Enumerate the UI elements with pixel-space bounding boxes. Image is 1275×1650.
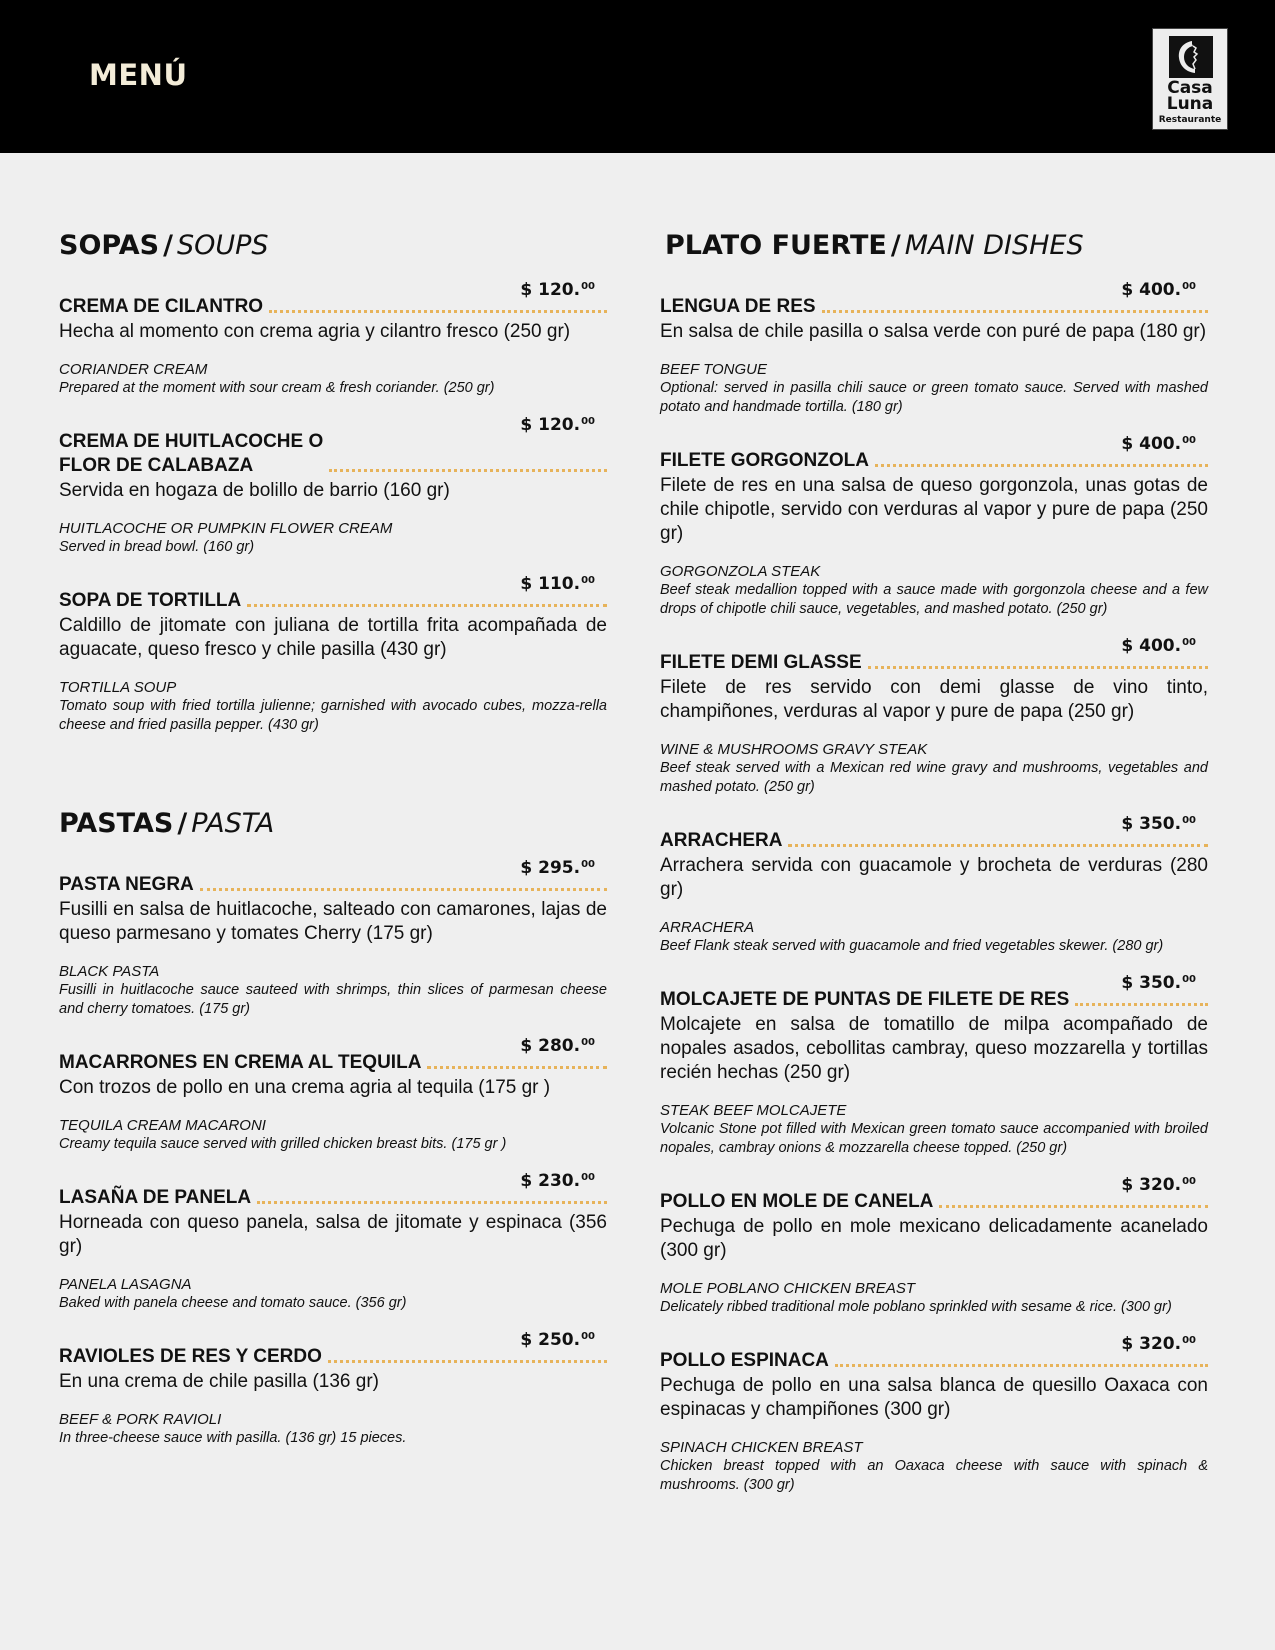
item-price-amount: $ 280. — [520, 1036, 581, 1056]
section-title-es: SOPAS — [59, 230, 160, 261]
section-title — [59, 229, 607, 263]
item-price — [59, 571, 607, 594]
section-title — [660, 229, 1208, 263]
menu-section — [59, 807, 607, 1448]
menu-item — [59, 855, 607, 1019]
item-description-en: Volcanic Stone pot filled with Mexican green tomato sauce accompanied with broiled nopales, cambray onions & mozzarella cheese topped. (250 gr) — [660, 1121, 1208, 1156]
item-price-cents: 00 — [1182, 1176, 1196, 1187]
menu-item — [59, 277, 607, 398]
menu-item — [660, 811, 1208, 956]
item-description-en: Beef steak medallion topped with a sauce made with gorgonzola cheese and a few drops of chipotle chili sauce, vegetables, and mashed potato. (250 gr) — [660, 582, 1208, 617]
item-name-en: PANELA LASAGNA — [59, 1276, 192, 1293]
item-price-amount: $ 250. — [520, 1330, 581, 1350]
item-price-amount: $ 110. — [520, 574, 581, 594]
item-name: LASAÑA DE PANELA — [59, 1187, 252, 1208]
item-description-en: Chicken breast topped with an Oaxaca cheese with sauce with spinach & mushrooms. (300 gr) — [660, 1458, 1208, 1493]
dotted-leader — [939, 1205, 1208, 1208]
item-name-en: CORIANDER CREAM — [59, 361, 208, 378]
section-title-separator: / — [163, 230, 173, 261]
item-name: SOPA DE TORTILLA — [59, 590, 242, 611]
item-name-en: HUITLACOCHE OR PUMPKIN FLOWER CREAM — [59, 520, 393, 537]
item-name: RAVIOLES DE RES Y CERDO — [59, 1346, 322, 1367]
item-price — [660, 1172, 1208, 1195]
menu-item — [660, 277, 1208, 417]
dotted-leader — [835, 1364, 1208, 1367]
right-column — [660, 229, 1208, 1495]
menu-item — [660, 431, 1208, 619]
item-name: FILETE DEMI GLASSE — [660, 652, 862, 673]
item-price-cents: 00 — [1182, 974, 1196, 985]
item-price — [59, 1033, 607, 1056]
section-title-en: MAIN DISHES — [904, 230, 1084, 261]
item-name: PASTA NEGRA — [59, 874, 194, 895]
item-description-es: Arrachera servida con guacamole y brocheta de verduras (280 gr) — [660, 855, 1208, 900]
dotted-leader — [868, 666, 1208, 669]
item-description-es: Servida en hogaza de bolillo de barrio (160 gr) — [59, 480, 450, 501]
item-price-amount: $ 320. — [1121, 1175, 1182, 1195]
item-price — [660, 431, 1208, 454]
item-description-en: Beef steak served with a Mexican red wine gravy and mushrooms, vegetables and mashed potato. (250 gr) — [660, 760, 1208, 795]
menu-item — [660, 633, 1208, 797]
item-description-es: Hecha al momento con crema agria y cilantro fresco (250 gr) — [59, 321, 571, 342]
section-title-es: PLATO FUERTE — [665, 230, 887, 261]
menu-section — [59, 229, 607, 735]
item-price — [660, 277, 1208, 300]
section-title-separator: / — [177, 808, 188, 839]
item-name: POLLO EN MOLE DE CANELA — [660, 1191, 934, 1212]
item-price — [660, 970, 1208, 993]
section-title — [59, 807, 607, 841]
logo-text-luna: Luna — [1166, 94, 1214, 114]
item-name: CREMA DE CILANTRO — [59, 296, 264, 317]
item-price-cents: 00 — [1182, 1335, 1196, 1346]
item-description-en: Served in bread bowl. (160 gr) — [59, 539, 255, 555]
item-name-en: MOLE POBLANO CHICKEN BREAST — [660, 1280, 916, 1297]
item-description-es: Pechuga de pollo en una salsa blanca de quesillo Oaxaca con espinacas y champiñones (300 gr) — [660, 1375, 1208, 1420]
item-name-en: ARRACHERA — [660, 919, 755, 936]
section-title-es: PASTAS — [59, 808, 174, 839]
item-description-en: Baked with panela cheese and tomato sauce. (356 gr) — [59, 1295, 407, 1311]
menu-item — [59, 1327, 607, 1448]
item-price-amount: $ 400. — [1121, 280, 1182, 300]
item-description-es: Molcajete en salsa de tomatillo de milpa acompañado de nopales asados, cebollitas cambray, queso mozzarella y tortillas recién hechas (250 gr) — [660, 1014, 1208, 1083]
item-price-amount: $ 120. — [520, 415, 581, 435]
item-description-en: Optional: served in pasilla chili sauce or green tomato sauce. Served with mashed potato and handmade tortilla. (180 gr) — [660, 380, 1208, 415]
item-name-en: GORGONZOLA STEAK — [660, 563, 821, 580]
dotted-leader — [247, 604, 607, 607]
item-price — [59, 1327, 607, 1350]
left-column — [59, 229, 607, 1448]
item-price-cents: 00 — [581, 416, 595, 427]
dotted-leader — [328, 1360, 607, 1363]
item-name: LENGUA DE RES — [660, 296, 816, 317]
item-price — [660, 811, 1208, 834]
item-price — [59, 277, 607, 300]
item-description-en: Tomato soup with fried tortilla julienne; garnished with avocado cubes, mozza-rella cheese and fried pasilla pepper. (430 gr) — [59, 698, 607, 733]
item-price-cents: 00 — [581, 281, 595, 292]
item-name: FILETE GORGONZOLA — [660, 450, 869, 471]
dotted-leader — [788, 844, 1208, 847]
menu-item — [660, 970, 1208, 1158]
menu-item — [660, 1172, 1208, 1317]
item-name-en: BLACK PASTA — [59, 963, 160, 980]
item-price-amount: $ 350. — [1121, 973, 1182, 993]
item-name-en: TORTILLA SOUP — [59, 679, 177, 696]
restaurant-logo — [1152, 28, 1228, 130]
item-name-en: STEAK BEEF MOLCAJETE — [660, 1102, 847, 1119]
menu-item — [660, 1331, 1208, 1495]
item-price-cents: 00 — [1182, 637, 1196, 648]
item-name: POLLO ESPINACA — [660, 1350, 829, 1371]
item-price-cents: 00 — [581, 859, 595, 870]
item-price — [59, 855, 607, 878]
dotted-leader — [200, 888, 607, 891]
item-price — [660, 633, 1208, 656]
item-price-amount: $ 400. — [1121, 636, 1182, 656]
item-description-es: Filete de res en una salsa de queso gorgonzola, unas gotas de chile chipotle, servido con verduras al vapor y pure de papa (250 gr) — [660, 475, 1208, 544]
item-price-amount: $ 400. — [1121, 434, 1182, 454]
item-description-es: Fusilli en salsa de huitlacoche, salteado con camarones, lajas de queso parmesano y tomates Cherry (175 gr) — [59, 899, 607, 944]
moon-face-icon — [1168, 35, 1214, 79]
dotted-leader — [269, 310, 607, 313]
item-price-cents: 00 — [1182, 435, 1196, 446]
item-price-amount: $ 295. — [520, 858, 581, 878]
item-description-es: Con trozos de pollo en una crema agria al tequila (175 gr ) — [59, 1077, 551, 1098]
item-name-en: TEQUILA CREAM MACARONI — [59, 1117, 266, 1134]
item-price — [660, 1331, 1208, 1354]
item-price-cents: 00 — [581, 575, 595, 586]
logo-text-casa: Casa — [1167, 78, 1213, 98]
dotted-leader — [822, 310, 1208, 313]
item-description-es: Horneada con queso panela, salsa de jitomate y espinaca (356 gr) — [59, 1212, 607, 1257]
item-price-cents: 00 — [1182, 815, 1196, 826]
item-price — [59, 1168, 607, 1191]
item-price-cents: 00 — [1182, 281, 1196, 292]
item-price-cents: 00 — [581, 1331, 595, 1342]
menu-item — [59, 412, 607, 557]
item-name-en: BEEF TONGUE — [660, 361, 767, 378]
menu-item — [59, 571, 607, 735]
item-price-cents: 00 — [581, 1172, 595, 1183]
menu-item — [59, 1033, 607, 1154]
menu-section — [660, 229, 1208, 1495]
item-price-amount: $ 320. — [1121, 1334, 1182, 1354]
item-description-en: Prepared at the moment with sour cream & fresh coriander. (250 gr) — [59, 380, 495, 396]
dotted-leader — [1075, 1003, 1208, 1006]
logo-text-restaurante: Restaurante — [1158, 115, 1222, 125]
item-name: MACARRONES EN CREMA AL TEQUILA — [59, 1052, 422, 1073]
item-price-cents: 00 — [581, 1037, 595, 1048]
dotted-leader — [257, 1201, 607, 1204]
item-name-en: BEEF & PORK RAVIOLI — [59, 1411, 222, 1428]
item-description-es: Pechuga de pollo en mole mexicano delicadamente acanelado (300 gr) — [660, 1216, 1208, 1261]
menu-item — [59, 1168, 607, 1313]
item-description-en: Beef Flank steak served with guacamole and fried vegetables skewer. (280 gr) — [660, 938, 1164, 954]
section-title-separator: / — [890, 230, 901, 261]
item-name: MOLCAJETE DE PUNTAS DE FILETE DE RES — [660, 989, 1070, 1010]
item-price — [59, 412, 607, 435]
page-title: MENÚ — [89, 58, 188, 92]
item-description-es: Filete de res servido con demi glasse de vino tinto, champiñones, verduras al vapor y pure de papa (250 gr) — [660, 677, 1208, 722]
section-title-en: SOUPS — [176, 230, 269, 261]
item-description-es: En salsa de chile pasilla o salsa verde con puré de papa (180 gr) — [660, 321, 1207, 342]
item-price-amount: $ 350. — [1121, 814, 1182, 834]
item-description-es: En una crema de chile pasilla (136 gr) — [59, 1371, 380, 1392]
item-price-amount: $ 230. — [520, 1171, 581, 1191]
item-name-row — [59, 430, 607, 478]
header-bar — [0, 0, 1275, 153]
item-price-amount: $ 120. — [520, 280, 581, 300]
item-description-en: In three-cheese sauce with pasilla. (136 gr) 15 pieces. — [59, 1430, 407, 1446]
item-description-es: Caldillo de jitomate con juliana de tortilla frita acompañada de aguacate, queso fresco y chile pasilla (430 gr) — [59, 615, 607, 660]
item-name-en: WINE & MUSHROOMS GRAVY STEAK — [660, 741, 928, 758]
item-description-en: Creamy tequila sauce served with grilled chicken breast bits. (175 gr ) — [59, 1136, 507, 1152]
dotted-leader — [427, 1066, 607, 1069]
dotted-leader — [875, 464, 1208, 467]
item-description-en: Fusilli in huitlacoche sauce sauteed with shrimps, thin slices of parmesan cheese and cherry tomatoes. (175 gr) — [59, 982, 607, 1017]
item-name: ARRACHERA — [660, 830, 783, 851]
item-name: CREMA DE HUITLACOCHE O FLOR DE CALABAZA — [59, 431, 324, 476]
section-title-en: PASTA — [191, 808, 275, 839]
item-name-en: SPINACH CHICKEN BREAST — [660, 1439, 863, 1456]
dotted-leader — [329, 469, 607, 472]
item-description-en: Delicately ribbed traditional mole poblano sprinkled with sesame & rice. (300 gr) — [660, 1299, 1172, 1315]
